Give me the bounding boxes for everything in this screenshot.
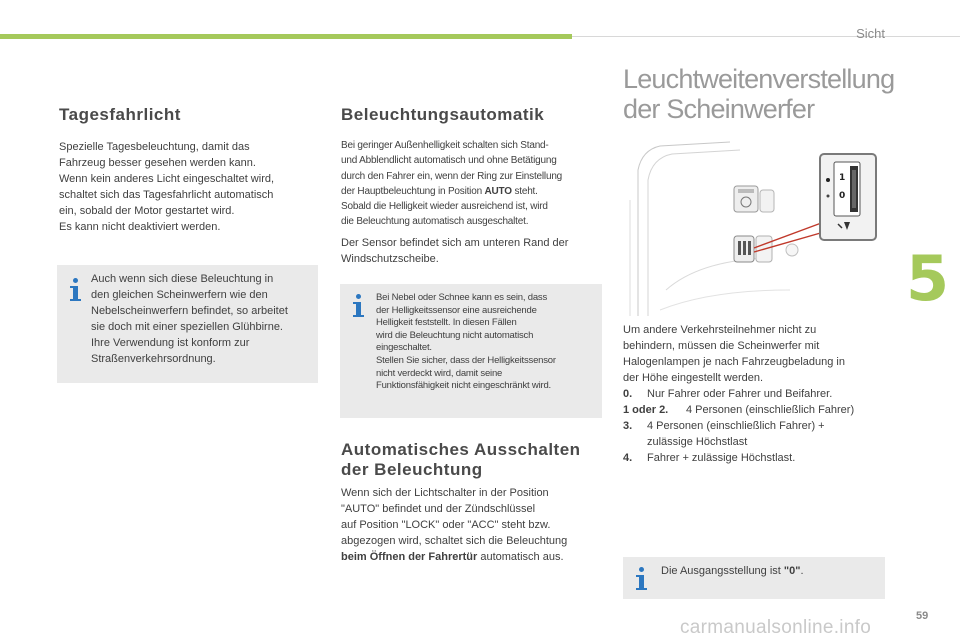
auto-off-text (341, 485, 567, 565)
figure-label-one: 1 (839, 173, 846, 183)
text-line (341, 549, 567, 565)
list-item-key: 4. (623, 452, 633, 464)
heading-line: der Scheinwerfer (623, 94, 815, 124)
text-line: nicht verdeckt wird, damit seine (376, 367, 503, 379)
info-note-text (376, 292, 556, 393)
auto-off-heading (341, 440, 581, 480)
text-line: Ihre Verwendung ist konform zur (91, 337, 250, 349)
list-item-text: Nur Fahrer oder Fahrer und Beifahrer. (647, 388, 833, 400)
text-line: schaltet sich das Tagesfahrlicht automatisch (59, 189, 274, 201)
text-line: Funktionsfähigkeit nicht eingeschränkt wird. (376, 380, 551, 392)
info-note-tagesfahrlicht (57, 265, 318, 383)
list-item (623, 402, 854, 418)
page-number: 59 (916, 610, 929, 622)
text-line: der Helligkeitssensor eine ausreichende (376, 304, 537, 316)
text-line: "AUTO" befindet und der Zündschlüssel (341, 503, 536, 515)
text-fragment: Die Ausgangsstellung ist (661, 565, 784, 577)
text-line: der Hauptbeleuchtung in Position AUTO steht. (341, 185, 538, 197)
bold-phrase: beim Öffnen der Fahrertür (341, 551, 478, 563)
text-line: Bei Nebel oder Schnee kann es sein, dass (376, 292, 548, 303)
load-positions-list (623, 386, 854, 466)
list-item-text: Fahrer + zulässige Höchstlast. (647, 452, 796, 464)
watermark: carmanualsonline.info (680, 617, 872, 638)
leuchtweite-heading (623, 64, 894, 124)
tagesfahrlicht-heading: Tagesfahrlicht (59, 105, 181, 124)
list-item (623, 386, 854, 402)
info-icon (352, 294, 366, 318)
info-note-text (91, 271, 288, 367)
heading-line: Leuchtweitenverstellung (623, 64, 895, 94)
text-line: Fahrzeug besser gesehen werden kann. (59, 157, 256, 169)
text-line: behindern, müssen die Scheinwerfer mit (623, 340, 820, 352)
text-line: Straßenverkehrsordnung. (91, 353, 216, 365)
list-item (623, 418, 854, 434)
list-item-key: 3. (623, 420, 633, 432)
info-icon (635, 567, 649, 591)
text-line: Der Sensor befindet sich am unteren Rand der (341, 237, 569, 249)
text-line: durch den Fahrer ein, wenn der Ring zur Einstellung (341, 170, 563, 182)
text-line: auf Position "LOCK" oder "ACC" steht bzw. (341, 519, 551, 531)
text-line: Wenn kein anderes Licht eingeschaltet wird, (59, 173, 275, 185)
beleuchtungsautomatik-heading: Beleuchtungsautomatik (341, 105, 545, 124)
text-line: die Beleuchtung automatisch ausgeschaltet. (341, 216, 529, 228)
text-line: den gleichen Scheinwerfern wie den (91, 289, 268, 301)
text-line: Stellen Sie sicher, dass der Helligkeitssensor (376, 354, 556, 366)
text-line: Auch wenn sich diese Beleuchtung in (91, 273, 274, 285)
headlamp-adjuster-illustration (620, 140, 882, 320)
text-line: sie doch mit einer speziellen Glühbirne. (91, 321, 283, 333)
list-item-text: 4 Personen (einschließlich Fahrer) + (647, 420, 825, 432)
list-item (623, 434, 854, 450)
text-line: Spezielle Tagesbeleuchtung, damit das (59, 141, 250, 153)
text-line: ein, sobald der Motor gestartet wird. (59, 205, 235, 217)
text-line: Es kann nicht deaktiviert werden. (59, 221, 221, 233)
text-line: Halogenlampen je nach Fahrzeugbeladung in (623, 356, 845, 368)
info-icon (69, 278, 83, 302)
header-rule (572, 36, 960, 37)
text-fragment: . (800, 565, 804, 577)
text-line: eingeschaltet. (376, 342, 432, 354)
chapter-number: 5 (906, 242, 950, 315)
text-line: Helligkeit feststellt. In diesen Fällen (376, 317, 517, 329)
leuchtweite-intro (623, 322, 845, 386)
info-note-default-position (623, 557, 885, 599)
text-line: der Höhe eingestellt werden. (623, 372, 764, 384)
heading-line: Automatisches Ausschalten (341, 440, 581, 459)
text-fragment: automatisch aus. (477, 551, 564, 563)
tagesfahrlicht-text (59, 139, 274, 235)
text-line: Um andere Verkehrsteilnehmer nicht zu (623, 324, 817, 336)
info-note-sensor (340, 284, 602, 418)
text-line: wird die Beleuchtung nicht automatisch (376, 329, 534, 341)
text-line: Windschutzscheibe. (341, 253, 439, 265)
sensor-location-text (341, 235, 568, 267)
list-item-key: 1 oder 2. (623, 404, 669, 416)
text-line: Sobald die Helligkeit wieder ausreichend ist, wird (341, 201, 548, 213)
beleuchtungsautomatik-text (341, 138, 562, 230)
default-position-value: "0" (783, 565, 801, 577)
text-line: Nebelscheinwerfern befindet, so arbeitet (91, 305, 288, 317)
info-note-text (661, 563, 804, 579)
list-item-text: 4 Personen (einschließlich Fahrer) (686, 404, 855, 416)
figure-label-zero: 0 (839, 191, 846, 201)
text-line: Wenn sich der Lichtschalter in der Position (341, 487, 549, 499)
header-accent-bar (0, 34, 572, 39)
section-label: Sicht (856, 26, 885, 41)
list-item-text: zulässige Höchstlast (647, 436, 748, 448)
text-line: und Abblendlicht automatisch und ohne Betätigung (341, 155, 557, 167)
list-item-key: 0. (623, 388, 633, 400)
heading-line: der Beleuchtung (341, 460, 483, 479)
text-line: Bei geringer Außenhelligkeit schalten sich Stand- (341, 140, 549, 151)
list-item (623, 450, 854, 466)
text-line: abgezogen wird, schaltet sich die Beleuchtung (341, 535, 568, 547)
